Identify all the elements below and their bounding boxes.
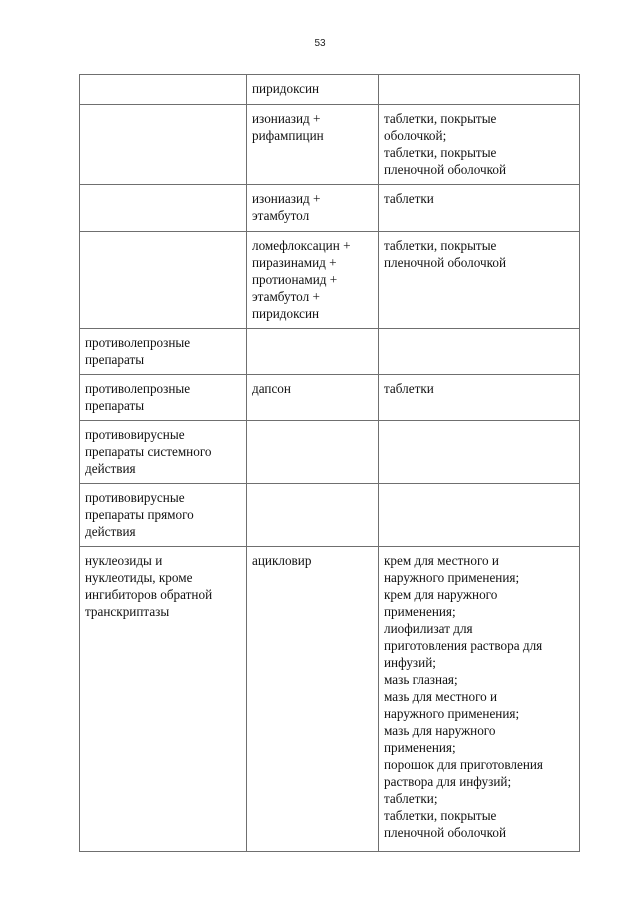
group-cell (80, 484, 247, 547)
group-cell (80, 421, 247, 484)
drug-cell (247, 185, 379, 232)
table-row (80, 329, 580, 375)
cell-line: лиофилизат для (384, 621, 473, 636)
form-cell (379, 185, 580, 232)
cell-line: противовирусные (85, 427, 185, 442)
cell-line: таблетки (384, 381, 434, 396)
cell-line: противовирусные (85, 490, 185, 505)
form-cell (379, 105, 580, 185)
table-row (80, 75, 580, 105)
table-row (80, 484, 580, 547)
cell-line: мазь для наружного (384, 723, 496, 738)
group-cell (80, 185, 247, 232)
table-row (80, 105, 580, 185)
cell-line: раствора для инфузий; (384, 774, 512, 789)
cell-line: препараты системного (85, 444, 212, 459)
drug-cell (247, 547, 379, 852)
form-cell (379, 329, 580, 375)
cell-line: оболочкой; (384, 128, 447, 143)
cell-line: протионамид + (252, 272, 338, 287)
cell-line: пиридоксин (252, 306, 320, 321)
cell-line: нуклеозиды и (85, 553, 163, 568)
form-cell (379, 75, 580, 105)
cell-line: таблетки, покрытые (384, 238, 497, 253)
form-cell (379, 547, 580, 852)
drug-cell (247, 105, 379, 185)
cell-line: нуклеотиды, кроме (85, 570, 193, 585)
cell-line: препараты (85, 398, 145, 413)
form-cell (379, 232, 580, 329)
cell-line: применения; (384, 740, 456, 755)
cell-line: крем для местного и (384, 553, 499, 568)
cell-line: таблетки; (384, 791, 438, 806)
cell-line: противолепрозные (85, 335, 191, 350)
group-cell (80, 75, 247, 105)
cell-line: этамбутол + (252, 289, 320, 304)
cell-line: мазь глазная; (384, 672, 458, 687)
table-row (80, 375, 580, 421)
cell-line: приготовления раствора для (384, 638, 543, 653)
cell-line: рифампицин (252, 128, 324, 143)
cell-line: ацикловир (252, 553, 312, 568)
table-row (80, 185, 580, 232)
group-cell (80, 547, 247, 852)
drug-cell (247, 75, 379, 105)
cell-line: пленочной оболочкой (384, 825, 507, 840)
table-row (80, 232, 580, 329)
cell-line: порошок для приготовления (384, 757, 544, 772)
cell-line: действия (85, 461, 136, 476)
drug-cell (247, 421, 379, 484)
cell-line: наружного применения; (384, 570, 520, 585)
drug-cell (247, 232, 379, 329)
cell-line: наружного применения; (384, 706, 520, 721)
cell-line: этамбутол (252, 208, 310, 223)
cell-line: транскриптазы (85, 604, 170, 619)
cell-line: инфузий; (384, 655, 436, 670)
cell-line: таблетки, покрытые (384, 145, 497, 160)
cell-line: изониазид + (252, 191, 321, 206)
table-row (80, 421, 580, 484)
cell-line: таблетки (384, 191, 434, 206)
form-cell (379, 484, 580, 547)
group-cell (80, 329, 247, 375)
cell-line: препараты прямого (85, 507, 194, 522)
cell-line: препараты (85, 352, 145, 367)
group-cell (80, 105, 247, 185)
cell-line: дапсон (252, 381, 291, 396)
cell-line: пиразинамид + (252, 255, 337, 270)
form-cell (379, 375, 580, 421)
group-cell (80, 232, 247, 329)
cell-line: ломефлоксацин + (252, 238, 351, 253)
drug-cell (247, 484, 379, 547)
drug-cell (247, 329, 379, 375)
cell-line: таблетки, покрытые (384, 808, 497, 823)
page-number: 53 (314, 38, 326, 49)
cell-line: пленочной оболочкой (384, 162, 507, 177)
drug-table (79, 74, 580, 852)
cell-line: действия (85, 524, 136, 539)
group-cell (80, 375, 247, 421)
table-row (80, 547, 580, 852)
cell-line: пленочной оболочкой (384, 255, 507, 270)
cell-line: противолепрозные (85, 381, 191, 396)
cell-line: таблетки, покрытые (384, 111, 497, 126)
cell-line: мазь для местного и (384, 689, 498, 704)
cell-line: изониазид + (252, 111, 321, 126)
cell-line: пиридоксин (252, 81, 320, 96)
drug-cell (247, 375, 379, 421)
cell-line: ингибиторов обратной (85, 587, 213, 602)
cell-line: применения; (384, 604, 456, 619)
cell-line: крем для наружного (384, 587, 498, 602)
form-cell (379, 421, 580, 484)
